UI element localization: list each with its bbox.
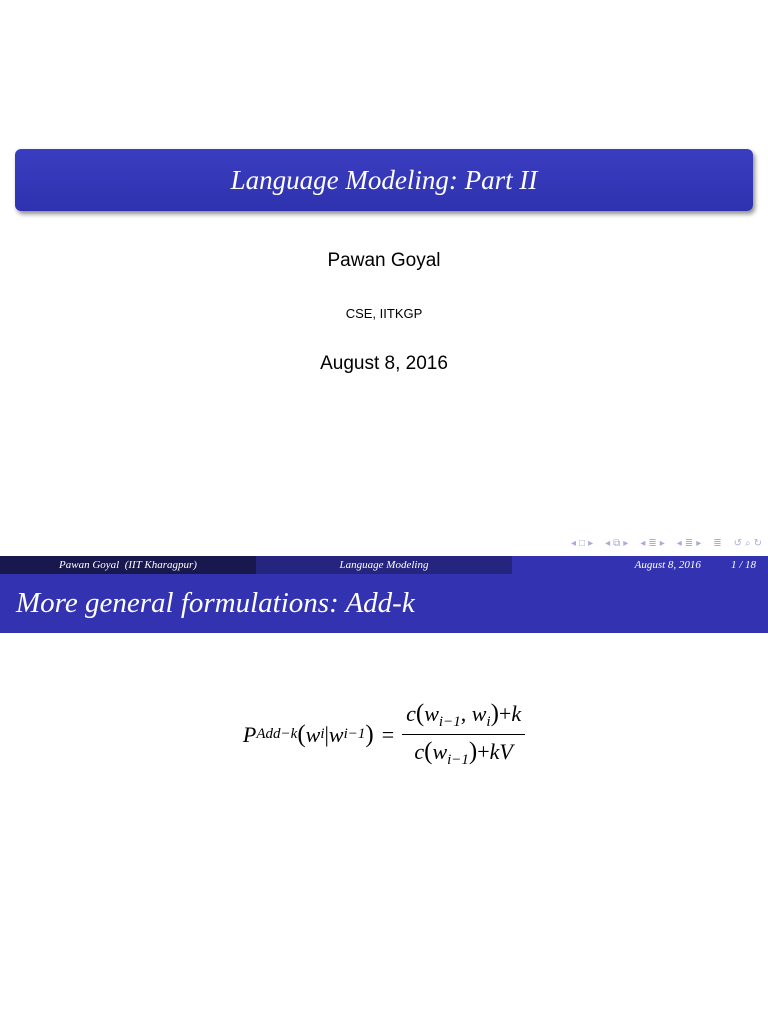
footline-title-text: Language Modeling [339,559,429,571]
align-icon[interactable]: ≣ [713,538,722,549]
back-icon[interactable]: ↺ [733,538,742,549]
institute: CSE, IITKGP [345,306,423,321]
title-box [15,149,753,211]
slide-icon[interactable]: □ [579,538,586,549]
frame-title: More general formulations: Add-k [16,587,415,619]
nav-arrow-right-icon[interactable]: ▸ [696,538,702,549]
footline-date: August 8, 2016 [634,559,701,571]
page-number: 1 / 18 [730,559,756,571]
frame-title-bar [0,574,768,633]
formula-fraction [402,700,525,769]
navigation-symbols [571,538,762,550]
nav-arrow-left-icon[interactable]: ◂ [571,538,577,549]
footline-date-page [512,556,768,574]
footline-author-text: Pawan Goyal (IIT Kharagpur) [59,559,197,571]
forward-icon[interactable]: ↻ [753,538,762,549]
formula-lhs: P Add−k ( w i | w i−1 ) [242,720,374,748]
footline-title [256,556,512,574]
equals-sign: = [381,721,395,747]
section-icon[interactable]: ≣ [684,538,694,549]
nav-arrow-left-icon[interactable]: ◂ [640,538,646,549]
presentation-date: August 8, 2016 [320,353,448,374]
add-k-formula [0,700,768,769]
nav-arrow-right-icon[interactable]: ▸ [659,538,665,549]
footline [0,556,768,574]
nav-arrow-right-icon[interactable]: ▸ [588,538,594,549]
formula-denominator: $c(w_{i-1})+kV$ [414,738,513,768]
frame-icon[interactable]: ⧉ [613,538,621,549]
presentation-title: Language Modeling: Part II [230,164,538,195]
nav-arrow-left-icon[interactable]: ◂ [605,538,611,549]
author-name: Pawan Goyal [327,250,441,271]
formula-numerator: $c(w_{i-1}$, $w_i)+k$ [406,700,522,730]
nav-arrow-left-icon[interactable]: ◂ [676,538,682,549]
footline-author [0,556,256,574]
nav-arrow-right-icon[interactable]: ▸ [623,538,629,549]
search-icon[interactable]: ⌕ [745,538,751,549]
subsection-icon[interactable]: ≣ [648,538,657,549]
